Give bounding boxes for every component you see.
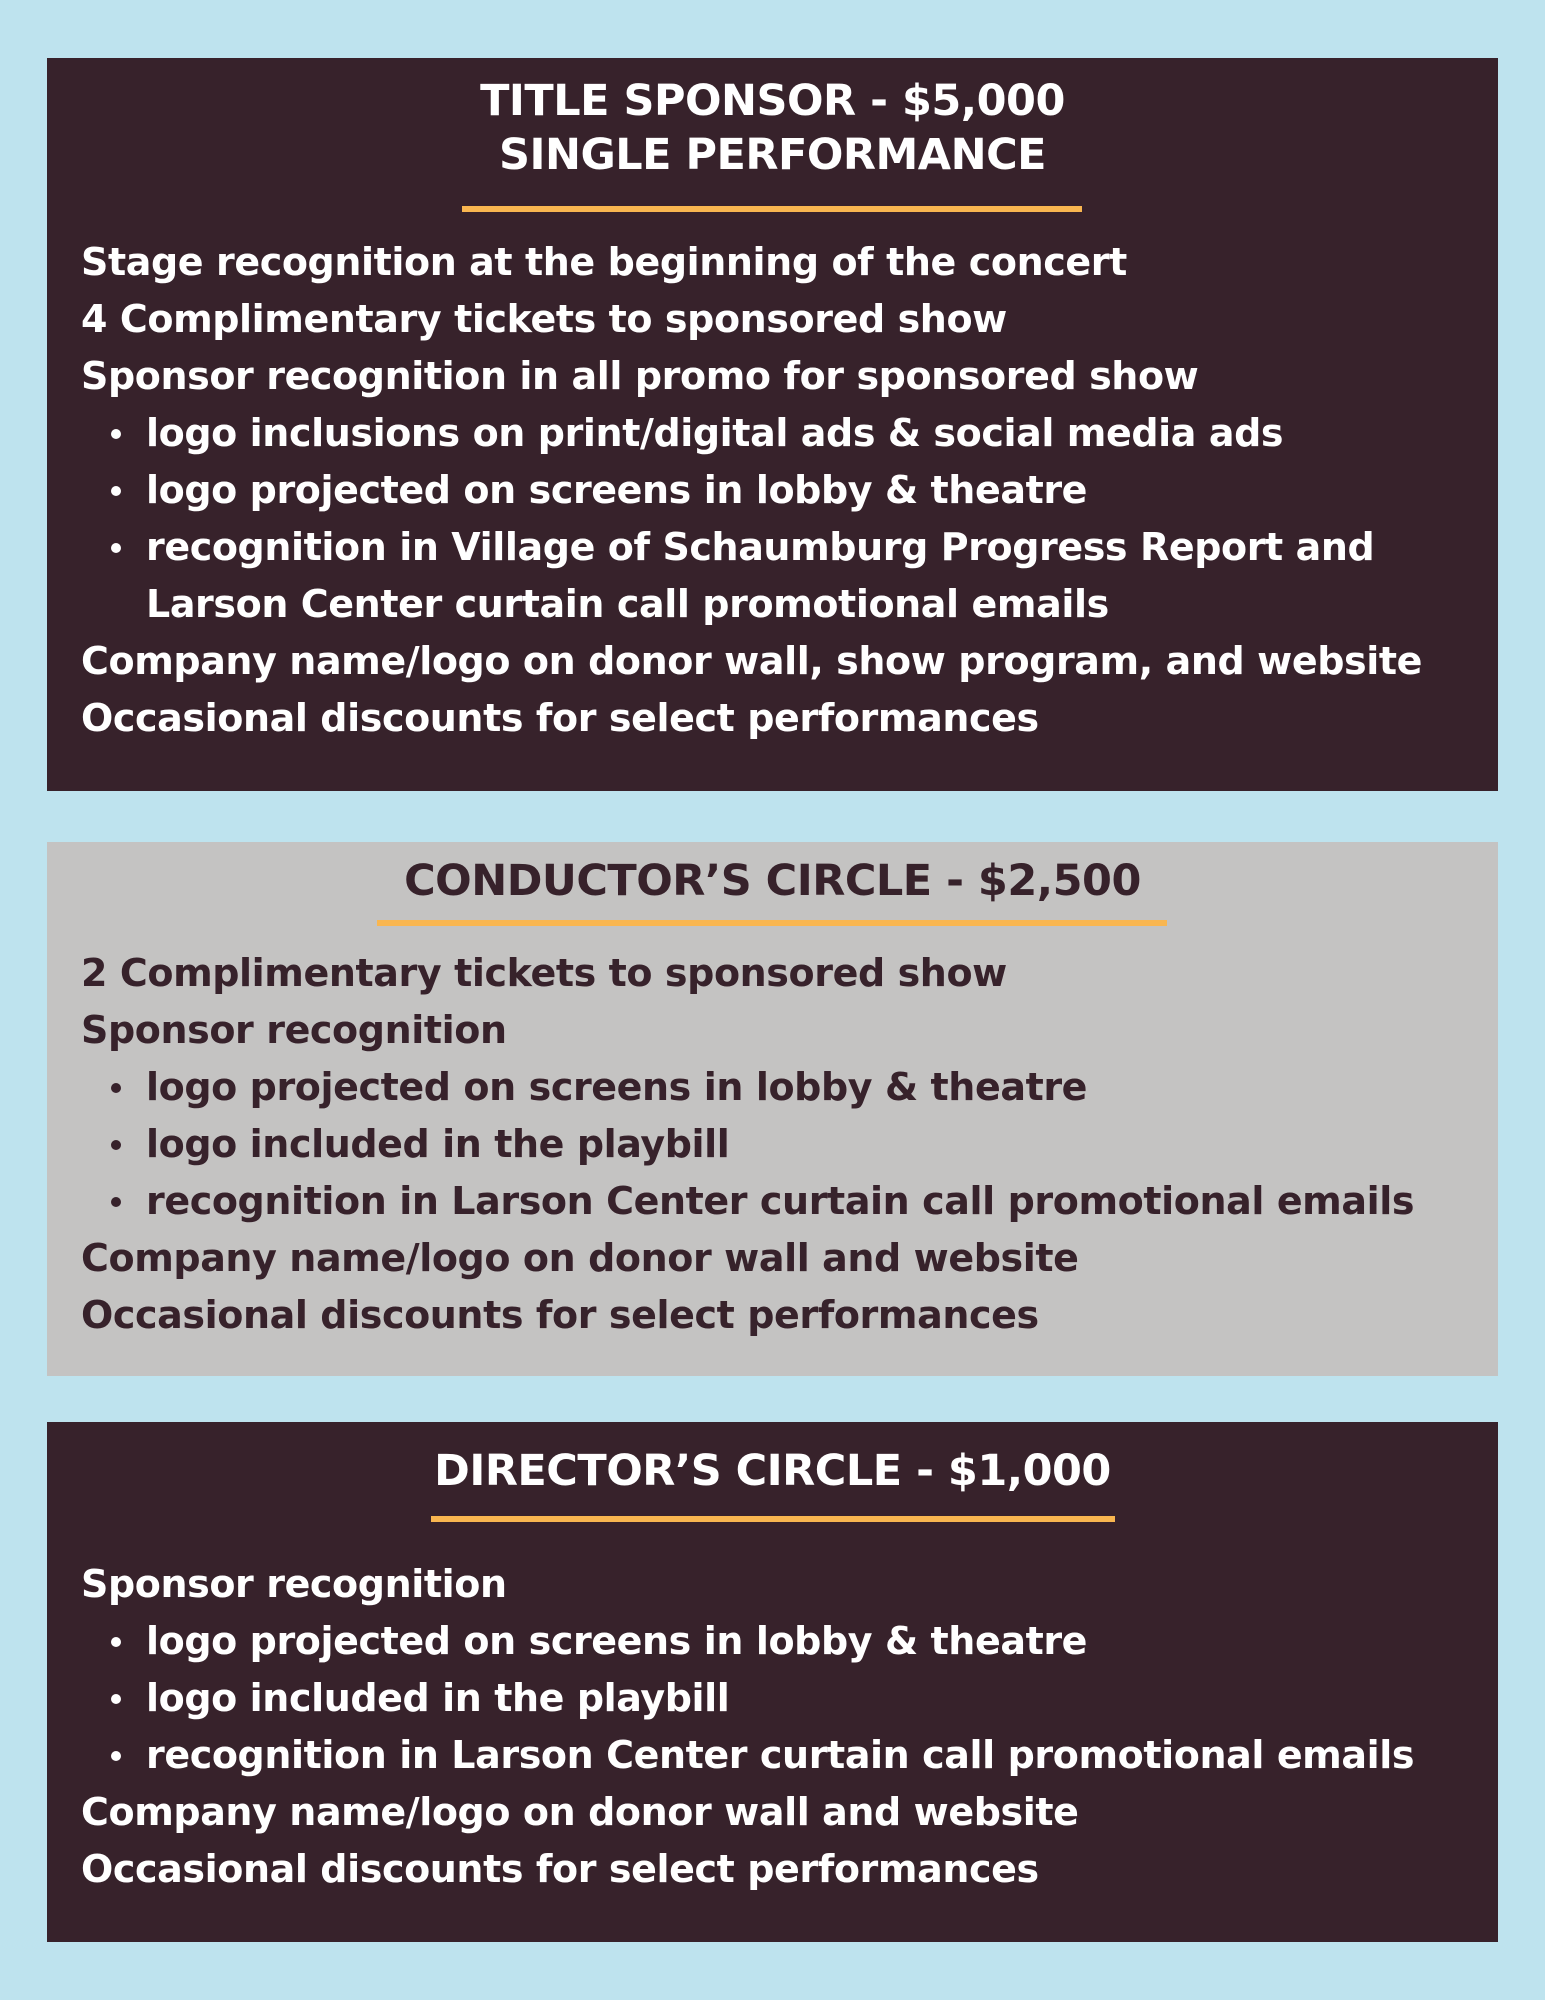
tier-title	[47, 74, 1498, 182]
bullet-item: recognition in Village of Schaumburg Progress Report and Larson Center curtain call promotional emails	[81, 519, 1421, 633]
bullet-list	[81, 1059, 1478, 1230]
benefit-line: 4 Complimentary tickets to sponsored show	[81, 297, 1007, 341]
title-sponsor-panel	[47, 58, 1498, 791]
bullet-item: logo included in the playbill	[81, 1670, 1478, 1727]
tier-title-line-1: CONDUCTOR’S CIRCLE - $2,500	[404, 856, 1141, 906]
benefit-line: Stage recognition at the beginning of the concert	[81, 240, 1127, 284]
tier-title-line-1: DIRECTOR’S CIRCLE - $1,000	[434, 1446, 1111, 1496]
conductors-circle-panel	[47, 842, 1498, 1376]
benefits-list	[81, 945, 1478, 1344]
accent-rule	[462, 206, 1082, 212]
benefit-line: Occasional discounts for select performances	[81, 1847, 1039, 1891]
benefit-line: Sponsor recognition	[81, 1562, 507, 1606]
benefit-line: Company name/logo on donor wall and website	[81, 1790, 1079, 1834]
benefit-line: Sponsor recognition in all promo for sponsored show	[81, 354, 1199, 398]
bullet-item: recognition in Larson Center curtain call promotional emails	[81, 1727, 1478, 1784]
benefit-line: Occasional discounts for select performances	[81, 696, 1039, 740]
benefit-line: Occasional discounts for select performances	[81, 1293, 1039, 1337]
benefit-line: Company name/logo on donor wall and website	[81, 1236, 1079, 1280]
bullet-item: logo projected on screens in lobby & theatre	[81, 462, 1478, 519]
bullet-item: logo projected on screens in lobby & theatre	[81, 1059, 1478, 1116]
benefits-list	[81, 1556, 1478, 1898]
tier-title-line-1: TITLE SPONSOR - $5,000	[480, 76, 1065, 126]
bullet-item: logo projected on screens in lobby & theatre	[81, 1613, 1478, 1670]
bullet-list	[81, 405, 1478, 633]
bullet-item: logo inclusions on print/digital ads & social media ads	[81, 405, 1478, 462]
accent-rule	[377, 920, 1167, 926]
directors-circle-panel	[47, 1422, 1498, 1942]
tier-title	[47, 854, 1498, 908]
bullet-list	[81, 1613, 1478, 1784]
accent-rule	[431, 1516, 1115, 1522]
benefit-line: 2 Complimentary tickets to sponsored show	[81, 951, 1007, 995]
bullet-item: logo included in the playbill	[81, 1116, 1478, 1173]
benefits-list	[81, 234, 1478, 747]
tier-title	[47, 1444, 1498, 1498]
benefit-line: Company name/logo on donor wall, show program, and website	[81, 639, 1422, 683]
tier-title-line-2: SINGLE PERFORMANCE	[498, 130, 1047, 180]
bullet-item: recognition in Larson Center curtain call promotional emails	[81, 1173, 1478, 1230]
benefit-line: Sponsor recognition	[81, 1008, 507, 1052]
